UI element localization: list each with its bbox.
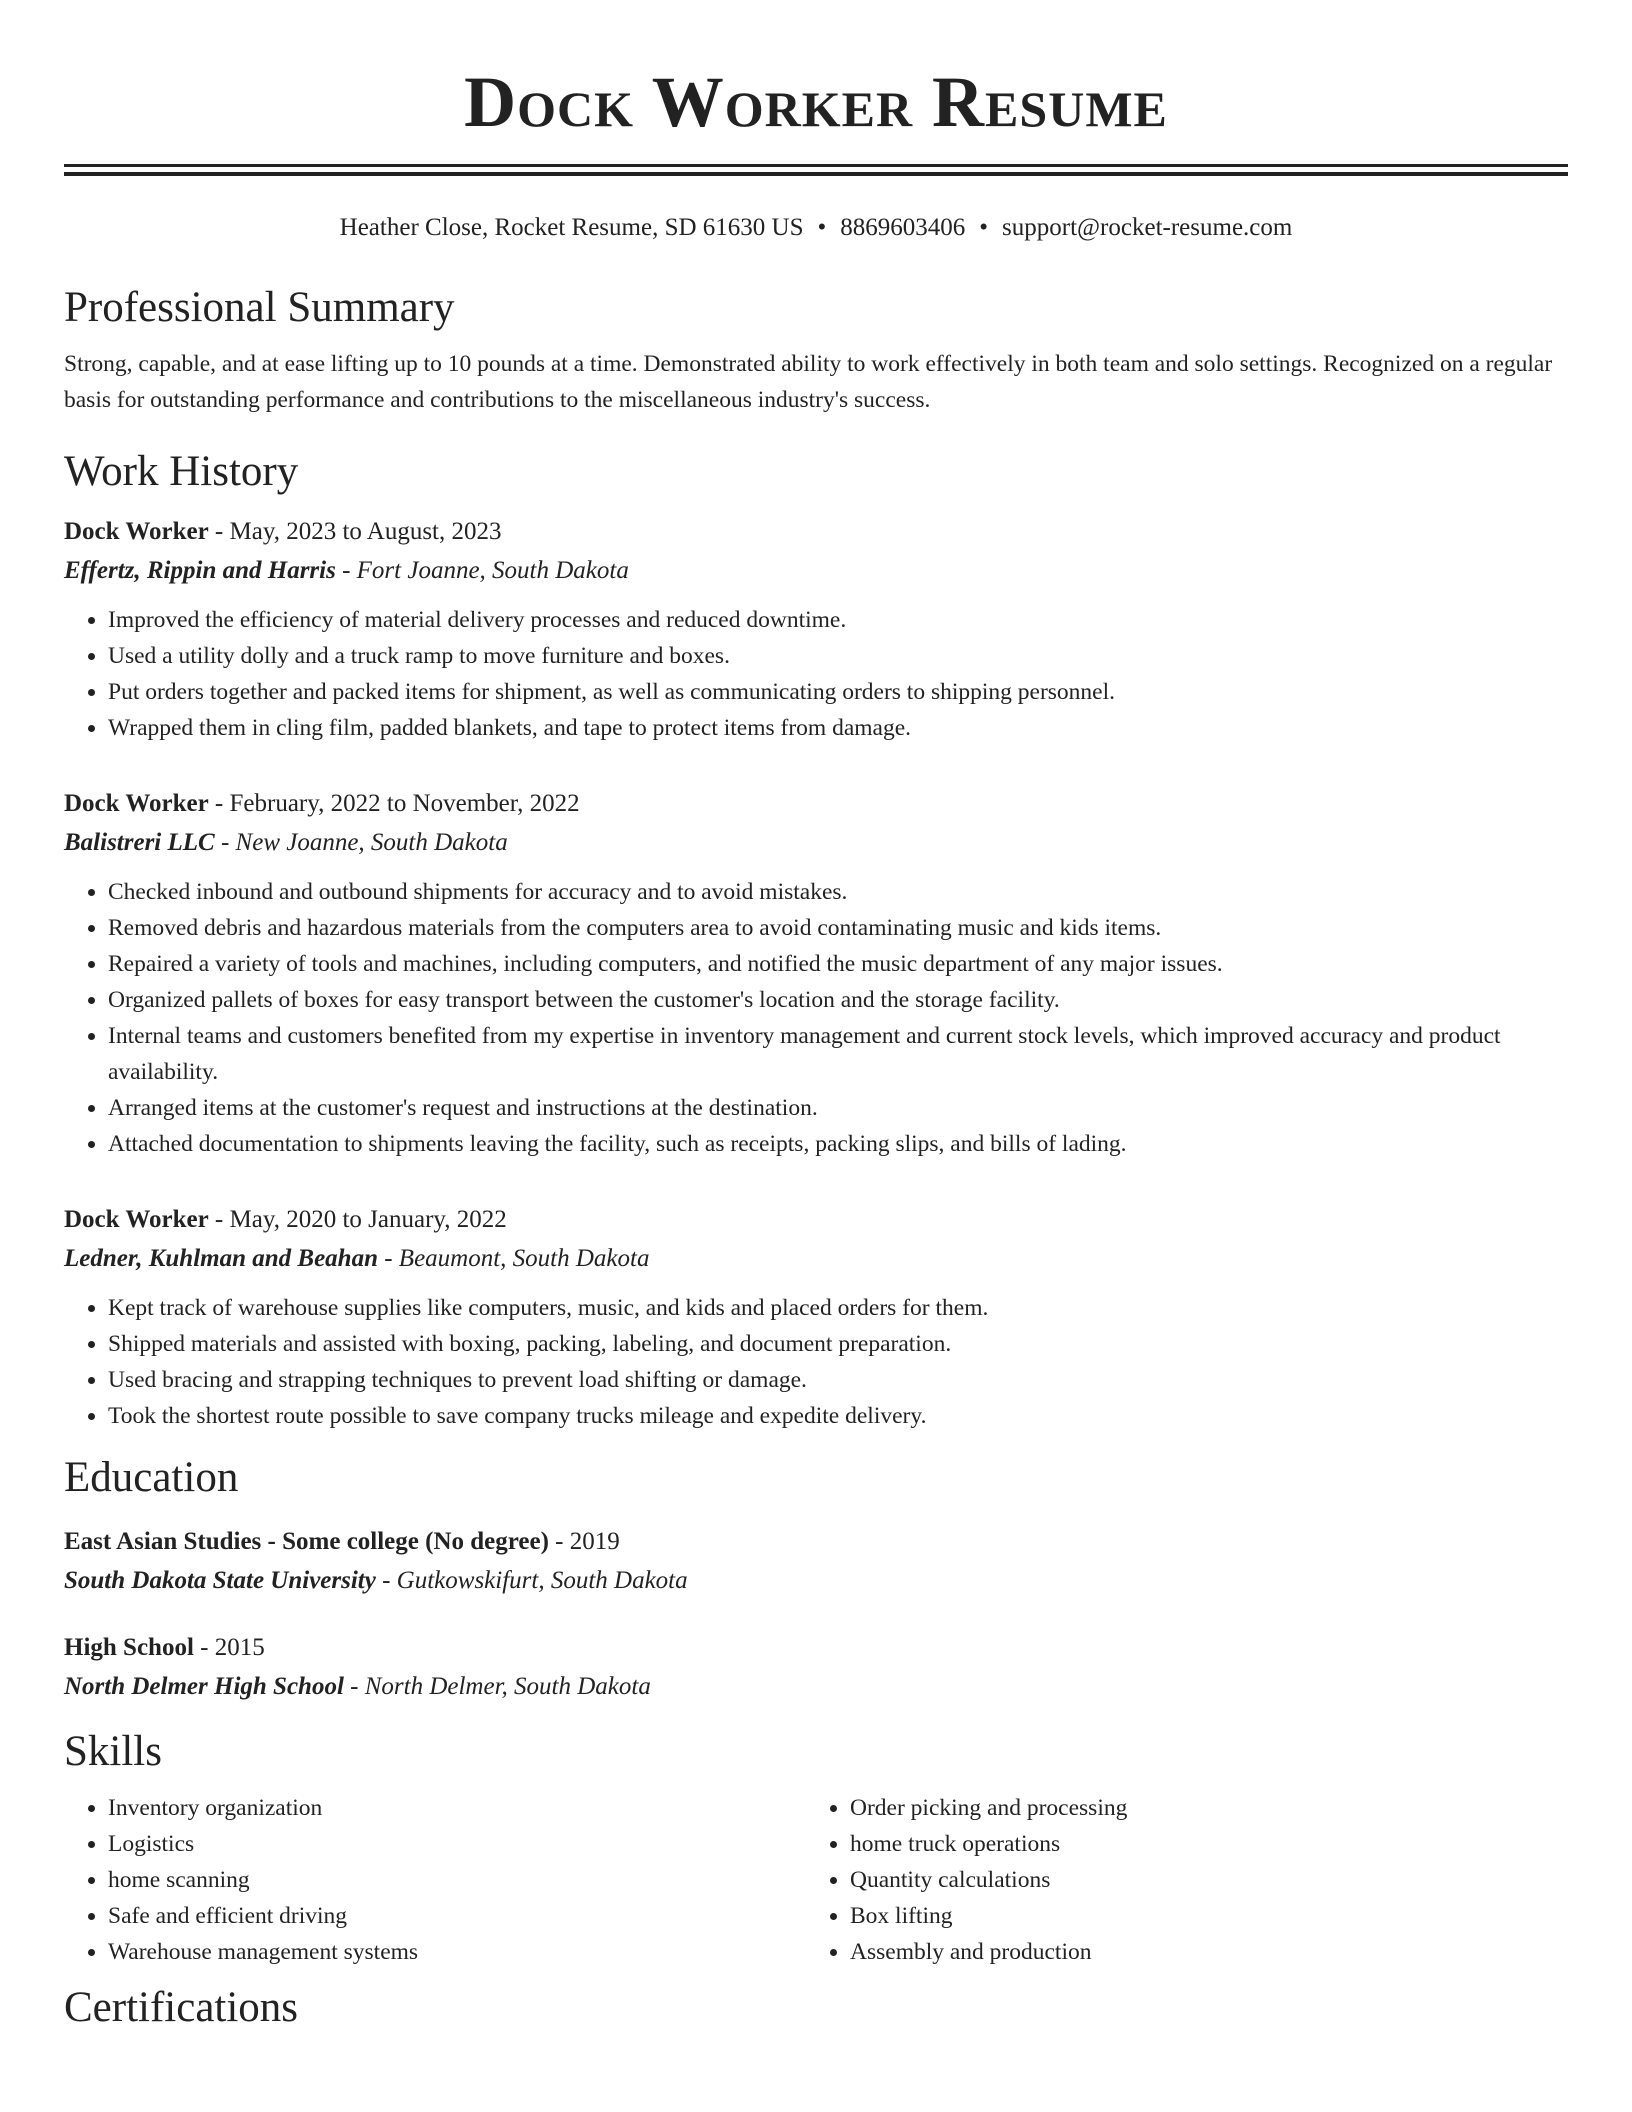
skills-grid	[64, 1790, 1568, 1970]
job-company: Ledner, Kuhlman and Beahan	[64, 1245, 378, 1272]
education-entry	[64, 1628, 1568, 1706]
contact-address: Heather Close, Rocket Resume, SD 61630 US	[339, 214, 804, 241]
list-item: • Order picking and processing	[850, 1790, 1548, 1826]
list-item: • Used bracing and strapping techniques to prevent load shifting or damage.	[108, 1362, 1568, 1398]
list-item: • Safe and efficient driving	[108, 1898, 806, 1934]
list-item: • Logistics	[108, 1826, 806, 1862]
list-item: • Arranged items at the customer's request and instructions at the destination.	[108, 1090, 1568, 1126]
certifications-heading: Certifications	[64, 1984, 299, 2031]
resume-page	[64, 0, 1568, 2034]
summary-text: Strong, capable, and at ease lifting up to 10 pounds at a time. Demonstrated ability to work effectively in both team and solo settings. Recognized on a regular basis for outstanding performance and contributions to the miscellaneous industry's success.	[64, 351, 1553, 413]
education-location: - Gutkowskifurt, South Dakota	[375, 1567, 688, 1594]
contact-line	[64, 212, 1568, 244]
summary-heading: Professional Summary	[64, 284, 455, 331]
job-location: - Beaumont, South Dakota	[377, 1245, 650, 1272]
job-title: Dock Worker	[64, 790, 209, 817]
list-item: • Improved the efficiency of material delivery processes and reduced downtime.	[108, 602, 1568, 638]
job-title: Dock Worker	[64, 1206, 209, 1233]
job-company: Effertz, Rippin and Harris	[64, 557, 336, 584]
education-year: - 2015	[193, 1634, 265, 1661]
skills-column-left	[64, 1790, 806, 1970]
title-divider-top	[64, 164, 1568, 167]
education-degree: East Asian Studies - Some college (No degree)	[64, 1528, 549, 1555]
list-item: • Attached documentation to shipments leaving the facility, such as receipts, packing slips, and bills of lading.	[108, 1126, 1568, 1162]
list-item: • Took the shortest route possible to save company trucks mileage and expedite delivery.	[108, 1398, 1568, 1434]
list-item: • Put orders together and packed items for shipment, as well as communicating orders to shipping personnel.	[108, 674, 1568, 710]
job-title-line	[64, 1200, 1568, 1239]
job-company-line	[64, 823, 1568, 862]
education-school: South Dakota State University	[64, 1567, 376, 1594]
list-item: • home scanning	[108, 1862, 806, 1898]
job-dates: - May, 2020 to January, 2022	[208, 1206, 507, 1233]
job-company: Balistreri LLC	[64, 829, 215, 856]
list-item: • Shipped materials and assisted with boxing, packing, labeling, and document preparation.	[108, 1326, 1568, 1362]
job-location: - New Joanne, South Dakota	[214, 829, 508, 856]
list-item: • Wrapped them in cling film, padded blankets, and tape to protect items from damage.	[108, 710, 1568, 746]
list-item: • Organized pallets of boxes for easy transport between the customer's location and the storage facility.	[108, 982, 1568, 1018]
list-item: • Kept track of warehouse supplies like computers, music, and kids and placed orders for them.	[108, 1290, 1568, 1326]
list-item: • Removed debris and hazardous materials from the computers area to avoid contaminating music and kids items.	[108, 910, 1568, 946]
skills-column-right	[806, 1790, 1548, 1970]
education-heading: Education	[64, 1454, 239, 1501]
job-entry	[64, 1200, 1568, 1434]
education-school-line	[64, 1667, 1568, 1706]
job-bullets	[64, 1290, 1568, 1434]
title-divider-bottom	[64, 172, 1568, 176]
education-school: North Delmer High School	[64, 1673, 344, 1700]
contact-phone: 8869603406	[840, 214, 966, 241]
list-item: • Used a utility dolly and a truck ramp to move furniture and boxes.	[108, 638, 1568, 674]
job-company-line	[64, 1239, 1568, 1278]
list-item: • Repaired a variety of tools and machines, including computers, and notified the music department of any major issues.	[108, 946, 1568, 982]
job-entry	[64, 512, 1568, 746]
contact-separator: •	[979, 214, 989, 241]
list-item: • Inventory organization	[108, 1790, 806, 1826]
job-bullets	[64, 602, 1568, 746]
job-title-line	[64, 512, 1568, 551]
list-item: • Quantity calculations	[850, 1862, 1548, 1898]
job-title-line	[64, 784, 1568, 823]
education-entry	[64, 1522, 1568, 1600]
contact-separator: •	[817, 214, 827, 241]
skills-heading: Skills	[64, 1728, 162, 1775]
education-degree: High School	[64, 1634, 194, 1661]
job-entry	[64, 784, 1568, 1162]
education-degree-line	[64, 1522, 1568, 1561]
education-year: - 2019	[548, 1528, 620, 1555]
education-degree-line	[64, 1628, 1568, 1667]
list-item: • Assembly and production	[850, 1934, 1548, 1970]
job-title: Dock Worker	[64, 518, 209, 545]
list-item: • Checked inbound and outbound shipments for accuracy and to avoid mistakes.	[108, 874, 1568, 910]
list-item: • Internal teams and customers benefited from my expertise in inventory management and current stock levels, which improved accuracy and product availability.	[108, 1018, 1568, 1090]
education-school-line	[64, 1561, 1568, 1600]
list-item: • Warehouse management systems	[108, 1934, 806, 1970]
job-bullets	[64, 874, 1568, 1162]
resume-title: Dock Worker Resume	[464, 62, 1168, 142]
list-item: • home truck operations	[850, 1826, 1548, 1862]
education-location: - North Delmer, South Dakota	[343, 1673, 651, 1700]
job-dates: - February, 2022 to November, 2022	[208, 790, 580, 817]
work-history-heading: Work History	[64, 448, 299, 495]
list-item: • Box lifting	[850, 1898, 1548, 1934]
job-company-line	[64, 551, 1568, 590]
job-dates: - May, 2023 to August, 2023	[208, 518, 502, 545]
contact-email: support@rocket-resume.com	[1002, 214, 1293, 241]
job-location: - Fort Joanne, South Dakota	[335, 557, 629, 584]
